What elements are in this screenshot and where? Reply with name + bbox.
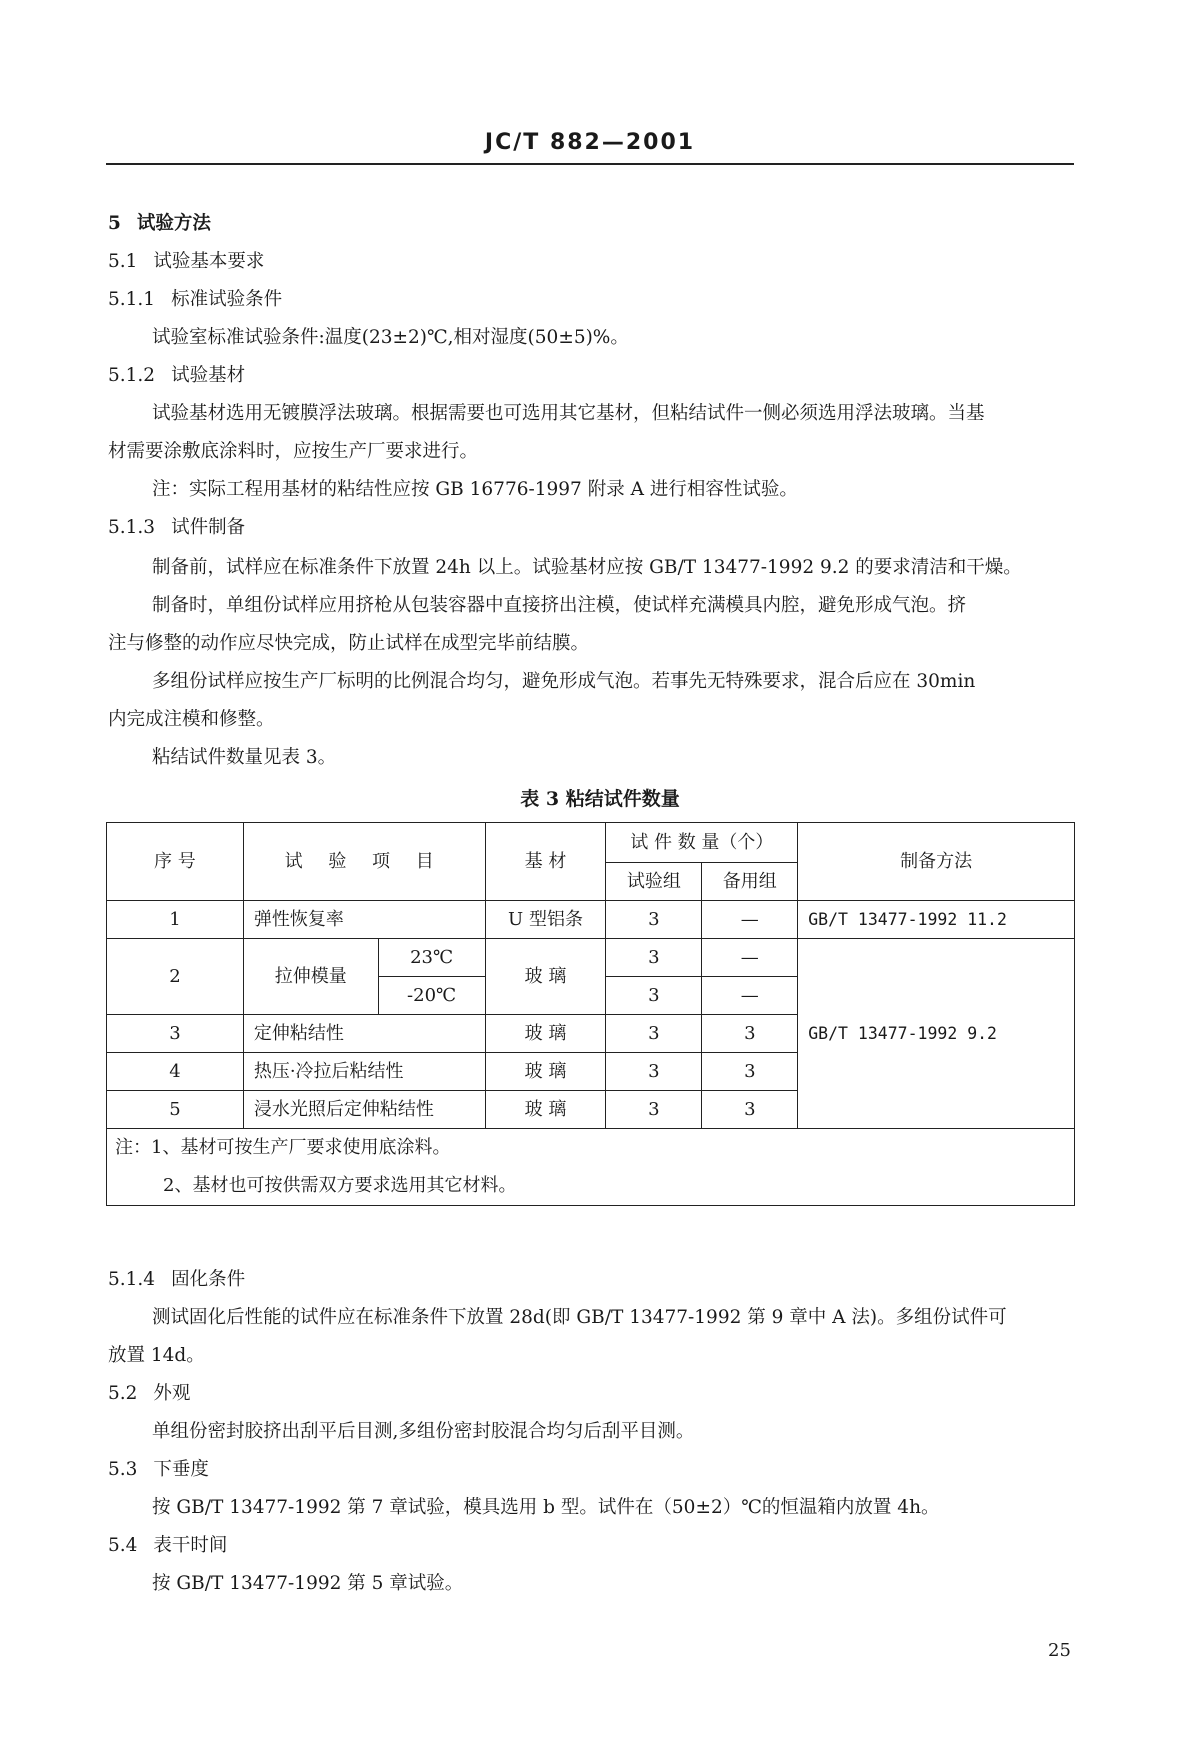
- cell-test: 3: [606, 977, 702, 1015]
- section-number: 5: [108, 213, 121, 234]
- paragraph: 单组份密封胶挤出刮平后目测,多组份密封胶混合均匀后刮平目测。: [152, 1421, 695, 1442]
- section-number: 5.3: [108, 1459, 138, 1480]
- cell-test: 3: [606, 1015, 702, 1053]
- section-title: 标准试验条件: [171, 289, 283, 310]
- header-test-group: 试验组: [606, 863, 702, 901]
- section-title: 表干时间: [153, 1535, 228, 1556]
- section-5-2-heading: [108, 1382, 190, 1406]
- table-row: [107, 901, 1075, 939]
- document-header: JC/T 882—2001: [484, 130, 696, 155]
- cell-test: 3: [606, 1053, 702, 1091]
- section-title: 试验基本要求: [153, 251, 265, 272]
- section-title: 固化条件: [171, 1269, 246, 1290]
- cell-substrate: 玻 璃: [485, 1053, 606, 1091]
- section-number: 5.1.3: [108, 517, 156, 538]
- paragraph: 多组份试样应按生产厂标明的比例混合均匀，避免形成气泡。若事先无特殊要求，混合后应在 30min: [152, 671, 976, 692]
- header-item: 试 验 项 目: [243, 823, 485, 901]
- cell-method: GB/T 13477-1992 11.2: [798, 901, 1075, 939]
- table-note-row: [107, 1129, 1075, 1206]
- cell-item: 热压·冷拉后粘结性: [243, 1053, 485, 1091]
- header-substrate: 基 材: [485, 823, 606, 901]
- cell-spare: —: [702, 977, 798, 1015]
- cell-spare: 3: [702, 1053, 798, 1091]
- paragraph: 材需要涂敷底涂料时，应按生产厂要求进行。: [108, 441, 479, 462]
- cell-item: 浸水光照后定伸粘结性: [243, 1091, 485, 1129]
- paragraph: 按 GB/T 13477-1992 第 7 章试验，模具选用 b 型。试件在（50±2）℃的恒温箱内放置 4h。: [152, 1497, 940, 1518]
- section-5-1-heading: [108, 250, 264, 274]
- section-5-3-heading: [108, 1458, 209, 1482]
- cell-seq: 4: [107, 1053, 244, 1091]
- cell-sub-condition: -20℃: [378, 977, 485, 1015]
- paragraph: 制备时，单组份试样应用挤枪从包装容器中直接挤出注模，使试样充满模具内腔，避免形成气泡。挤: [152, 595, 967, 616]
- cell-item: 定伸粘结性: [243, 1015, 485, 1053]
- cell-method: [798, 939, 1075, 1129]
- section-title: 试件制备: [171, 517, 246, 538]
- section-number: 5.2: [108, 1383, 138, 1404]
- paragraph: 粘结试件数量见表 3。: [152, 747, 337, 768]
- section-title: 试验方法: [136, 213, 211, 234]
- page-number: 25: [1048, 1640, 1071, 1661]
- paragraph: 测试固化后性能的试件应在标准条件下放置 28d(即 GB/T 13477-1992 第 9 章中 A 法)。多组份试件可: [152, 1307, 1007, 1328]
- paragraph: 试验基材选用无镀膜浮法玻璃。根据需要也可选用其它基材，但粘结试件一侧必须选用浮法玻璃。当基: [152, 403, 985, 424]
- cell-test: 3: [606, 1091, 702, 1129]
- table-caption: 表 3 粘结试件数量: [520, 788, 680, 810]
- section-title: 试验基材: [171, 365, 246, 386]
- table-note-1: 注：1、基材可按生产厂要求使用底涂料。: [115, 1137, 451, 1158]
- header-spare-group: 备用组: [702, 863, 798, 901]
- paragraph: 试验室标准试验条件:温度(23±2)℃,相对湿度(50±5)%。: [152, 327, 629, 348]
- table-notes: [107, 1129, 1075, 1206]
- cell-substrate: 玻 璃: [485, 1015, 606, 1053]
- section-number: 5.1.1: [108, 289, 156, 310]
- table-row: [107, 939, 1075, 977]
- section-title: 外观: [153, 1383, 191, 1404]
- header-seq: 序 号: [107, 823, 244, 901]
- header-rule: [106, 163, 1074, 165]
- section-5-1-3-heading: [108, 516, 245, 540]
- cell-spare: —: [702, 939, 798, 977]
- paragraph: 放置 14d。: [108, 1345, 205, 1366]
- section-title: 下垂度: [153, 1459, 209, 1480]
- section-number: 5.1.2: [108, 365, 156, 386]
- section-5-1-1-heading: [108, 288, 282, 312]
- section-number: 5.1: [108, 251, 138, 272]
- cell-substrate: 玻 璃: [485, 939, 606, 1015]
- paragraph: 注与修整的动作应尽快完成，防止试样在成型完毕前结膜。: [108, 633, 590, 654]
- note: 注：实际工程用基材的粘结性应按 GB 16776-1997 附录 A 进行相容性试验。: [152, 479, 798, 500]
- cell-seq: 5: [107, 1091, 244, 1129]
- section-5-1-2-heading: [108, 364, 245, 388]
- table-3: [106, 822, 1075, 1206]
- table-note-2: 2、基材也可按供需双方要求选用其它材料。: [163, 1175, 517, 1196]
- method-text: GB/T 13477-1992 9.2: [808, 1023, 997, 1043]
- section-5-1-4-heading: [108, 1268, 245, 1292]
- section-number: 5.1.4: [108, 1269, 156, 1290]
- cell-item: 拉伸模量: [243, 939, 378, 1015]
- cell-sub-condition: 23℃: [378, 939, 485, 977]
- paragraph: 制备前，试样应在标准条件下放置 24h 以上。试验基材应按 GB/T 13477-1992 9.2 的要求清洁和干燥。: [152, 557, 1022, 578]
- section-number: 5.4: [108, 1535, 138, 1556]
- paragraph: 按 GB/T 13477-1992 第 5 章试验。: [152, 1573, 464, 1594]
- cell-spare: 3: [702, 1091, 798, 1129]
- section-5-4-heading: [108, 1534, 227, 1558]
- cell-test: 3: [606, 901, 702, 939]
- paragraph: 内完成注模和修整。: [108, 709, 275, 730]
- section-5-heading: [108, 212, 211, 236]
- cell-substrate: U 型铝条: [485, 901, 606, 939]
- cell-item: 弹性恢复率: [243, 901, 485, 939]
- cell-spare: —: [702, 901, 798, 939]
- cell-seq: 3: [107, 1015, 244, 1053]
- cell-test: 3: [606, 939, 702, 977]
- cell-seq: 2: [107, 939, 244, 1015]
- cell-seq: 1: [107, 901, 244, 939]
- cell-substrate: 玻 璃: [485, 1091, 606, 1129]
- header-method: 制备方法: [798, 823, 1075, 901]
- cell-spare: 3: [702, 1015, 798, 1053]
- header-quantity: 试 件 数 量（个）: [606, 823, 798, 863]
